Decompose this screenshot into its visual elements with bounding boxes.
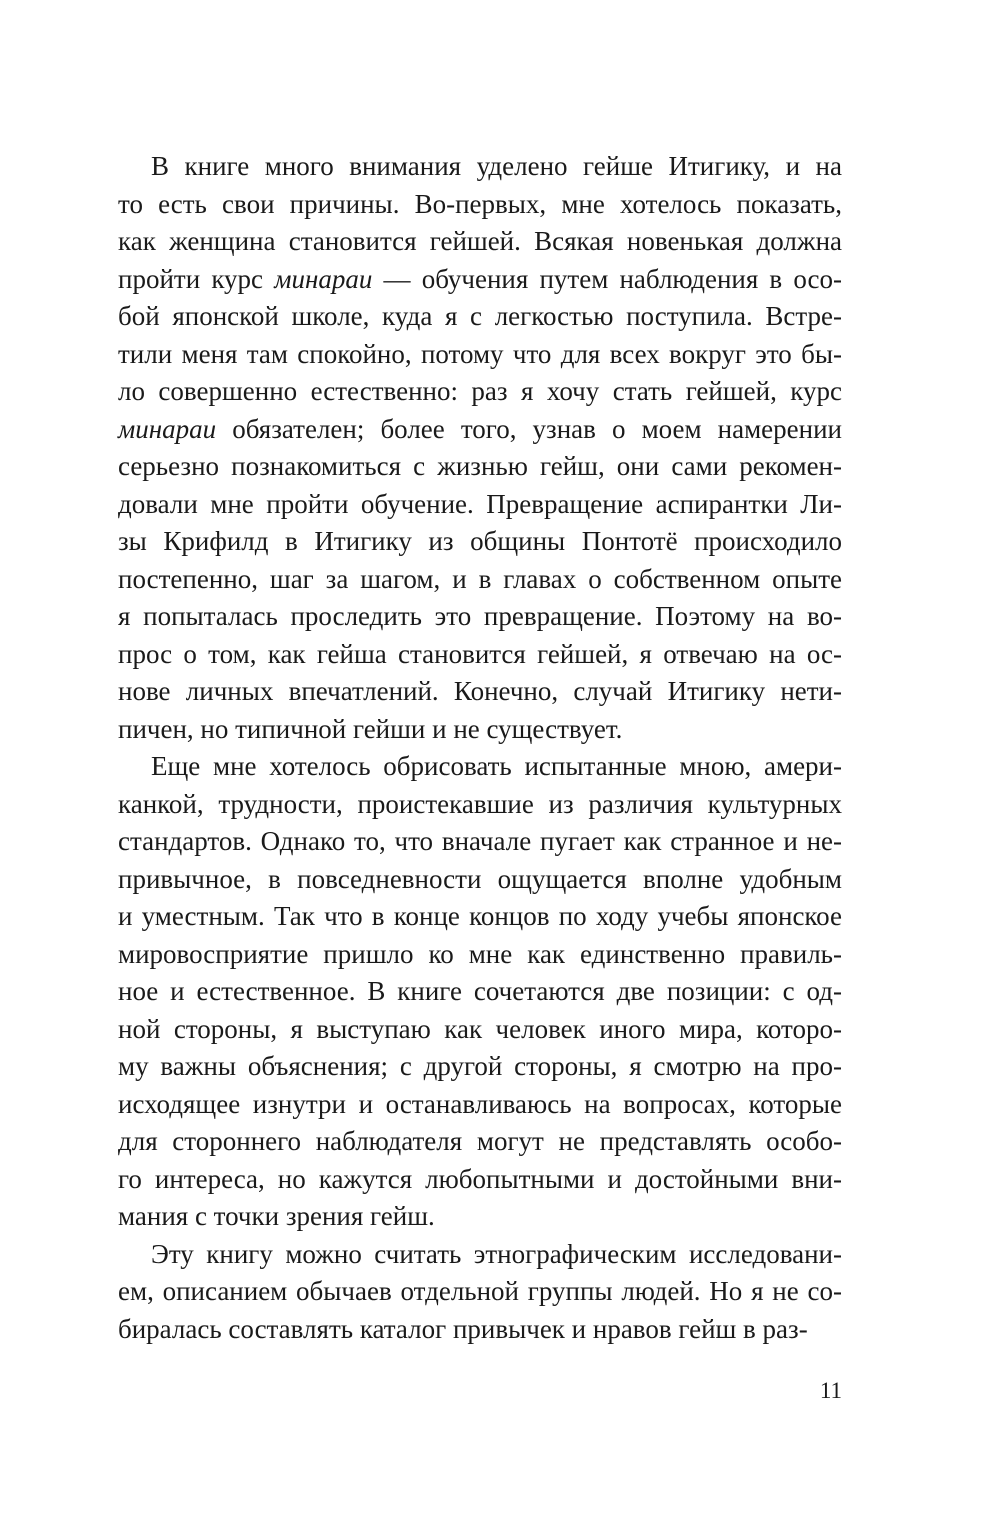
body-text: [118, 148, 842, 1348]
text-line: [118, 1048, 842, 1086]
text-segment: — обучения путем наблюдения в осо-: [372, 263, 842, 294]
text-segment: биралась составлять каталог привычек и нравов гейш в раз-: [118, 1313, 808, 1344]
text-line: [118, 448, 842, 486]
text-segment: нове личных впечатлений. Конечно, случай Итигику нети-: [118, 676, 842, 706]
text-line: [118, 636, 842, 674]
text-segment: я попыталась проследить это превращение. Поэтому на во-: [118, 601, 842, 631]
text-line: [118, 1273, 842, 1311]
text-line: [118, 1161, 842, 1199]
text-segment: довали мне пройти обучение. Превращение аспирантки Ли-: [118, 488, 842, 519]
text-line: [118, 411, 842, 449]
text-segment: зы Крифилд в Итигику из общины Понтотё происходило: [118, 526, 842, 556]
text-segment: стандартов. Однако то, что вначале пугает как странное и не-: [118, 826, 842, 856]
text-segment: ло совершенно естественно: раз я хочу стать гейшей, курс: [118, 376, 842, 406]
italic-term: минараи: [118, 413, 217, 444]
paragraph: [118, 1236, 842, 1349]
text-segment: привычное, в повседневности ощущается вполне удобным: [118, 863, 842, 894]
text-segment: бой японской школе, куда я с легкостью поступила. Встре-: [118, 301, 842, 331]
text-line: [118, 748, 842, 786]
text-line: [118, 261, 842, 299]
text-line: [118, 223, 842, 261]
paragraph: [118, 748, 842, 1236]
text-line: [118, 523, 842, 561]
text-segment: ное и естественное. В книге сочетаются две позиции: с од-: [118, 976, 842, 1006]
text-line: [118, 973, 842, 1011]
text-segment: мировосприятие пришло ко мне как единственно правиль-: [118, 938, 842, 969]
page-number: 11: [819, 1378, 842, 1403]
text-line: [118, 1086, 842, 1124]
text-segment: пичен, но типичной гейши и не существует.: [118, 713, 623, 744]
text-line: [118, 823, 842, 861]
text-line: [118, 936, 842, 974]
text-line: [118, 1311, 842, 1349]
text-line: [118, 711, 842, 749]
text-line: [118, 1198, 842, 1236]
text-segment: и уместным. Так что в конце концов по ходу учебы японское: [118, 901, 842, 931]
text-segment: Еще мне хотелось обрисовать испытанные мною, амери-: [151, 751, 842, 781]
text-line: [118, 673, 842, 711]
text-line: [118, 1123, 842, 1161]
text-segment: исходящее изнутри и останавливаюсь на вопросах, которые: [118, 1088, 842, 1119]
text-segment: ем, описанием обычаев отдельной группы людей. Но я не со-: [118, 1276, 842, 1306]
text-segment: канкой, трудности, проистекавшие из различия культурных: [118, 788, 842, 819]
text-line: [118, 298, 842, 336]
text-segment: постепенно, шаг за шагом, и в главах о собственном опыте: [118, 563, 842, 594]
text-line: [118, 486, 842, 524]
text-line: [118, 861, 842, 899]
text-segment: го интереса, но кажутся любопытными и достойными вни-: [118, 1163, 842, 1194]
text-segment: тили меня там спокойно, потому что для всех вокруг это бы-: [118, 338, 842, 369]
text-line: [118, 336, 842, 374]
text-segment: прос о том, как гейша становится гейшей, я отвечаю на ос-: [118, 638, 842, 669]
text-line: [118, 1011, 842, 1049]
text-line: [118, 786, 842, 824]
text-segment: обязателен; более того, узнав о моем намерении: [216, 413, 842, 444]
text-segment: то есть свои причины. Во-первых, мне хотелось показать,: [118, 188, 842, 219]
text-line: [118, 186, 842, 224]
text-line: [118, 1236, 842, 1274]
text-segment: Эту книгу можно считать этнографическим исследовани-: [151, 1238, 842, 1269]
italic-term: минараи: [274, 263, 373, 294]
text-segment: му важны объяснения; с другой стороны, я смотрю на про-: [118, 1051, 842, 1081]
text-line: [118, 373, 842, 411]
text-segment: серьезно познакомиться с жизнью гейш, они сами рекомен-: [118, 451, 842, 481]
text-line: [118, 561, 842, 599]
text-segment: мания с точки зрения гейш.: [118, 1201, 435, 1231]
text-segment: как женщина становится гейшей. Всякая новенькая должна: [118, 226, 842, 256]
text-segment: для стороннего наблюдателя могут не представлять особо-: [118, 1126, 842, 1156]
text-segment: пройти курс: [118, 263, 275, 294]
paragraph: [118, 148, 842, 748]
text-line: [118, 898, 842, 936]
text-line: [118, 148, 842, 186]
text-segment: ной стороны, я выступаю как человек иного мира, которо-: [118, 1013, 842, 1044]
text-segment: В книге много внимания уделено гейше Итигику, и на: [151, 151, 842, 181]
text-line: [118, 598, 842, 636]
